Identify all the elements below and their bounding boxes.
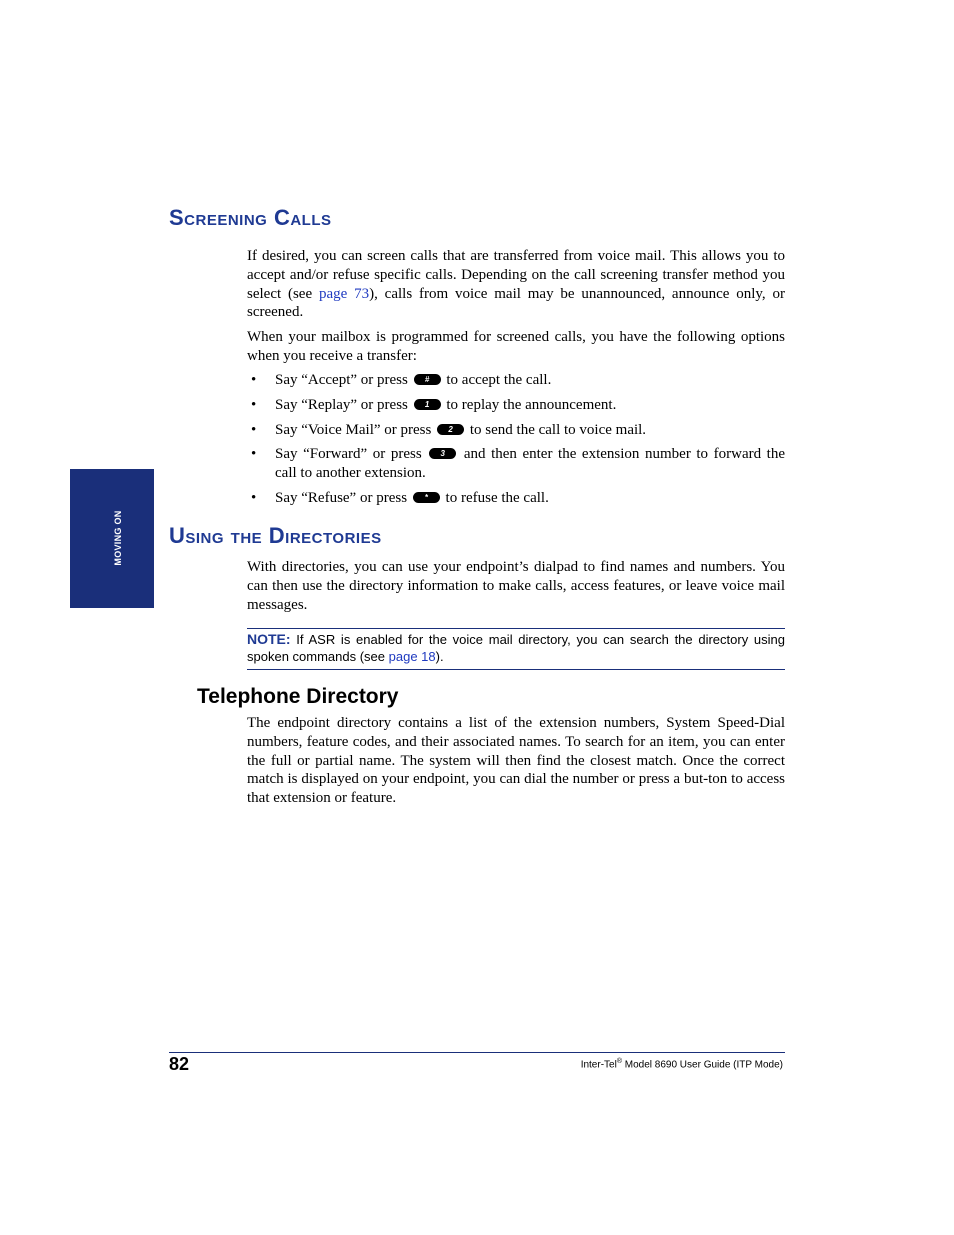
section2-body: [247, 558, 785, 620]
registered-mark: ®: [616, 1058, 622, 1065]
para-text: ), calls from voice mail may be unannounced, announce only, or screened.: [247, 285, 785, 321]
item-text: Say “Replay” or press: [275, 396, 408, 413]
page-18-link[interactable]: page 18: [388, 649, 436, 664]
section1-paragraph-1: [247, 247, 785, 322]
item-text: to replay the announcement.: [446, 396, 617, 413]
list-item: [247, 445, 785, 483]
footer-title-text: Model 8690 User Guide (ITP Mode): [621, 1059, 783, 1071]
item-text: Say “Voice Mail” or press: [275, 421, 432, 438]
list-item: [247, 396, 785, 415]
item-text: to refuse the call.: [445, 489, 549, 506]
item-text: and then enter the extension number to forward the call to another extension.: [275, 446, 786, 482]
section1-paragraph-2: When your mailbox is programmed for screened calls, you have the following options when you receive a transfer:: [247, 329, 785, 364]
bullet-icon: •: [251, 489, 257, 506]
list-item: [247, 489, 785, 508]
star-key-icon: *: [413, 492, 440, 503]
para-text: If desired, you can screen calls that are transferred from voice mail. This allows you to accept and/or refuse specific calls. Depending on the call screening transfer method you select (see: [247, 248, 785, 302]
note-box: [247, 628, 785, 670]
note-text: ).: [435, 649, 444, 664]
page-number: 82: [169, 1054, 190, 1074]
section-title-using-directories: Using the Directories: [169, 523, 382, 548]
section2-paragraph-1: With directories, you can use your endpoint’s dialpad to find names and numbers. You can then use the directory information to make calls, access features, or leave voice mail messages.: [247, 559, 785, 613]
item-text: Say “Refuse” or press: [275, 489, 408, 506]
options-list: [247, 371, 785, 514]
footer-brand: Inter-Tel: [580, 1059, 617, 1071]
list-item: [247, 371, 785, 390]
key-2-icon: 2: [437, 424, 464, 435]
item-text: Say “Forward” or press: [275, 446, 422, 463]
side-tab-label: MOVING ON: [113, 510, 123, 566]
key-1-icon: 1: [414, 399, 441, 410]
section1-body: [247, 247, 785, 372]
page-73-link[interactable]: page 73: [318, 285, 370, 302]
item-text: to accept the call.: [446, 372, 552, 388]
list-item: [247, 421, 785, 440]
hash-key-icon: #: [414, 374, 441, 385]
key-3-icon: 3: [429, 448, 456, 459]
item-text: Say “Accept” or press: [275, 372, 408, 388]
subsection-body: [247, 714, 785, 814]
bullet-icon: •: [251, 396, 257, 413]
subsection-title-telephone-directory: Telephone Directory: [197, 685, 399, 708]
footer-divider: [169, 1052, 785, 1053]
section-title-screening-calls: Screening Calls: [169, 205, 332, 230]
bullet-icon: •: [251, 421, 257, 438]
item-text: to send the call to voice mail.: [469, 421, 647, 438]
bullet-icon: •: [251, 372, 257, 388]
side-tab: [70, 469, 154, 608]
footer-title: [581, 1055, 783, 1072]
bullet-icon: •: [251, 446, 257, 463]
note-label: NOTE:: [247, 631, 291, 647]
subsection-paragraph: The endpoint directory contains a list of the extension numbers, System Speed-Dial numbers, feature codes, and their associated names. To search for an item, you can enter the full or partial name. The system will then find the closest match. Once the correct match is displayed on your endpoint, you can dial the number or press a but-ton to access that extension or feature.: [247, 715, 785, 807]
note-text: If ASR is enabled for the voice mail directory, you can search the directory using spoken commands (see: [247, 632, 785, 664]
